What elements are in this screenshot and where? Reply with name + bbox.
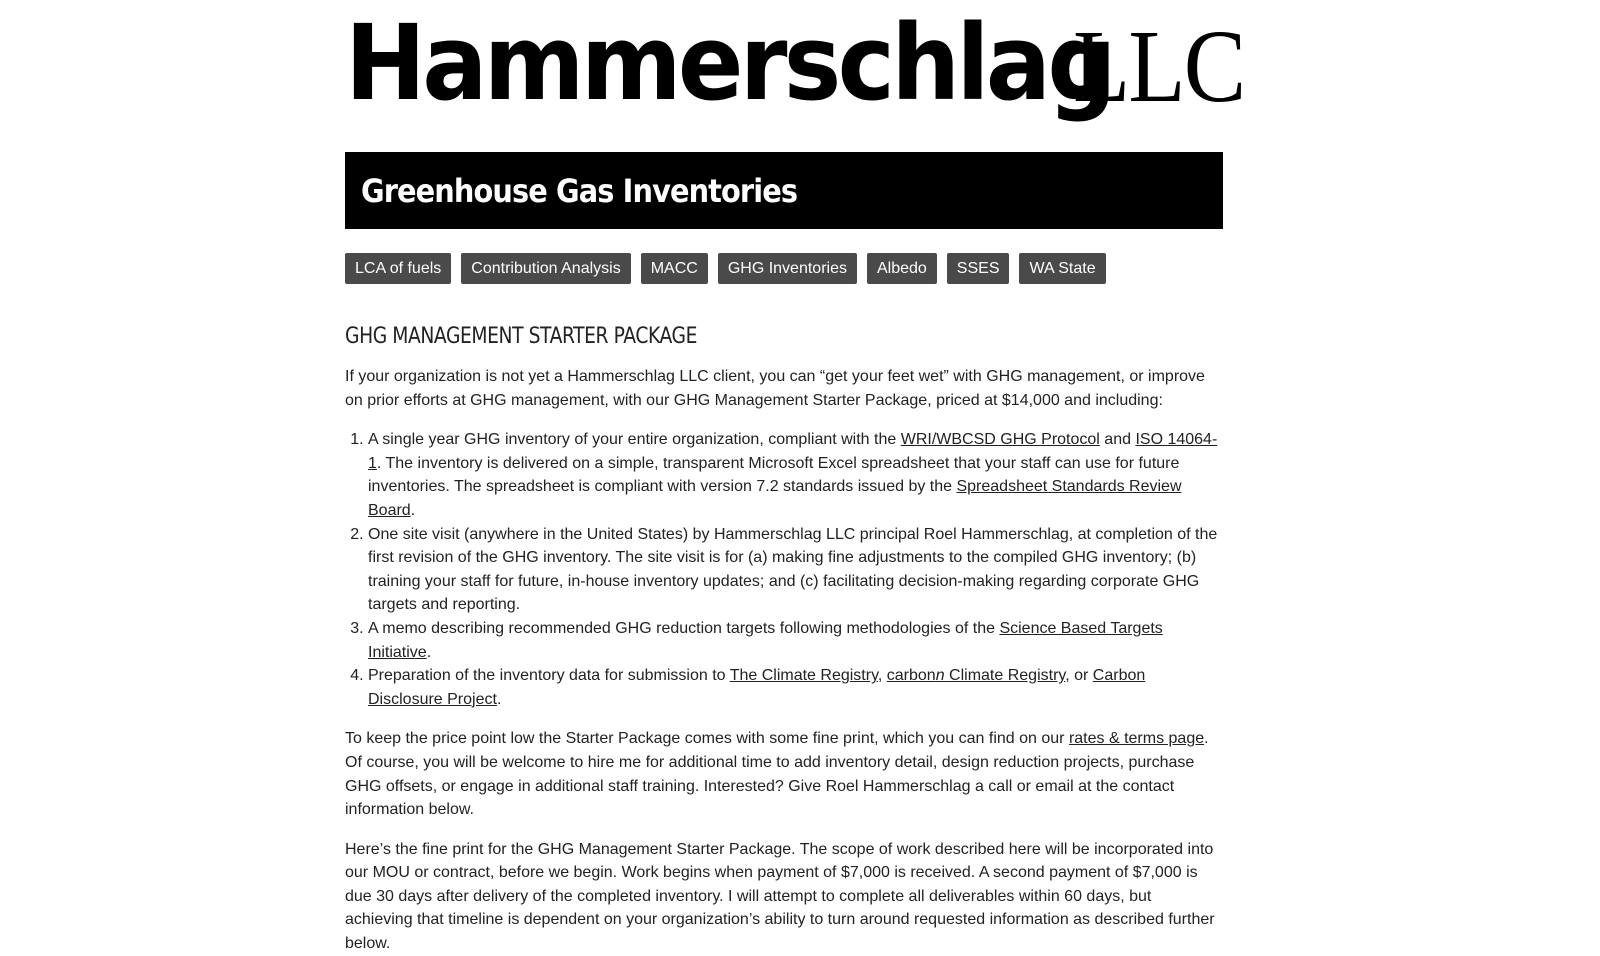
intro-paragraph: If your organization is not yet a Hammerschlag LLC client, you can “get your feet wet” with GHG management, or improve on prior efforts at GHG management, with our GHG Management Starter Package, priced at $14,000 and including: [345, 368, 1205, 409]
list-item: 2. One site visit (anywhere in the United States) by Hammerschlag LLC principal Roel Hammerschlag, at completion of the first revision of the GHG inventory. The site visit is for (a) making fine adjustments to the compiled GHG inventory; (b) training your staff for future, in-house inventory updates; and (c) facilitating decision-making regarding corporate GHG targets and reporting. [368, 523, 1223, 617]
carbonn-pre: carbon [886, 667, 936, 685]
item3-text-a: A memo describing recommended GHG reduction targets following methodologies of the [368, 619, 1000, 637]
main-nav [345, 253, 1223, 284]
item3-text-b: . [426, 643, 432, 661]
item1-text-c: . The inventory is delivered on a simple, transparent Microsoft Excel spreadsheet that your staff can use for future inventories. The spreadsheet is compliant with version 7.2 standards issued by the [368, 454, 1180, 496]
page-banner [345, 152, 1223, 229]
item1-text-b: and [1099, 431, 1136, 449]
logo-llc-text: LLC [1073, 9, 1245, 124]
item4-text-d: . [496, 690, 502, 708]
list-item [368, 617, 1223, 664]
nav-item-lca-of-fuels[interactable]: LCA of fuels [345, 253, 451, 284]
item4-text-c: , or [1065, 667, 1093, 685]
para2-text-a: To keep the price point low the Starter Package comes with some fine print, which you can find on our [345, 730, 1069, 748]
item4-text-b: , [877, 667, 887, 685]
list-item [368, 428, 1223, 522]
nav-item-wa-state[interactable]: WA State [1019, 253, 1105, 284]
nav-item-macc[interactable]: MACC [641, 253, 708, 284]
carbonn-registry-link[interactable] [887, 667, 1065, 684]
carbonn-post: Climate Registry [944, 667, 1066, 685]
item1-text-a: A single year GHG inventory of your entire organization, compliant with the [368, 431, 901, 449]
sbti-link[interactable]: Science Based Targets Initiative [368, 619, 1163, 661]
logo-main-text: Hammerschlag [345, 2, 1113, 124]
fine-print-paragraph: Here’s the fine print for the GHG Management Starter Package. The scope of work described here will be incorporated into our MOU or contract, before we begin. Work begins when payment of $7,000 is received. A second payment of $7,000 is due 30 days after delivery of the completed inventory. I will attempt to complete all deliverables within 60 days, but achieving that timeline is dependent on your organization’s ability to turn around requested information as described further below. [345, 840, 1215, 953]
carbonn-em: n [935, 667, 945, 685]
ghg-protocol-link[interactable]: WRI/WBCSD GHG Protocol [900, 431, 1100, 449]
page-title: Greenhouse Gas Inventories [361, 171, 798, 210]
fine-print-intro-paragraph [345, 727, 1223, 821]
item4-text-a: Preparation of the inventory data for submission to [368, 667, 730, 685]
nav-item-sses[interactable]: SSES [947, 253, 1010, 284]
nav-item-albedo[interactable]: Albedo [867, 253, 937, 284]
nav-item-ghg-inventories[interactable]: GHG Inventories [718, 253, 857, 284]
para2-text-b: . Of course, you will be welcome to hire me for additional time to add inventory detail, design reduction projects, purchase GHG offsets, or engage in additional staff training. Interested? Give Roel Hammerschlag a call or email at the contact information below. [345, 730, 1209, 819]
nav-item-contribution-analysis[interactable]: Contribution Analysis [461, 253, 630, 284]
section-heading: GHG MANAGEMENT STARTER PACKAGE [345, 324, 697, 349]
climate-registry-link[interactable]: The Climate Registry [729, 667, 878, 685]
package-list [345, 428, 1223, 711]
iso-14064-link[interactable]: ISO 14064-1 [368, 431, 1218, 472]
list-item [368, 664, 1223, 711]
ssrb-link[interactable]: Spreadsheet Standards Review Board [368, 478, 1182, 519]
site-logo[interactable] [345, 0, 1245, 152]
item1-text-d: . [410, 501, 416, 519]
cdp-link[interactable]: Carbon Disclosure Project [368, 667, 1146, 708]
rates-terms-link[interactable]: rates & terms page [1068, 730, 1205, 748]
page [345, 0, 1245, 956]
